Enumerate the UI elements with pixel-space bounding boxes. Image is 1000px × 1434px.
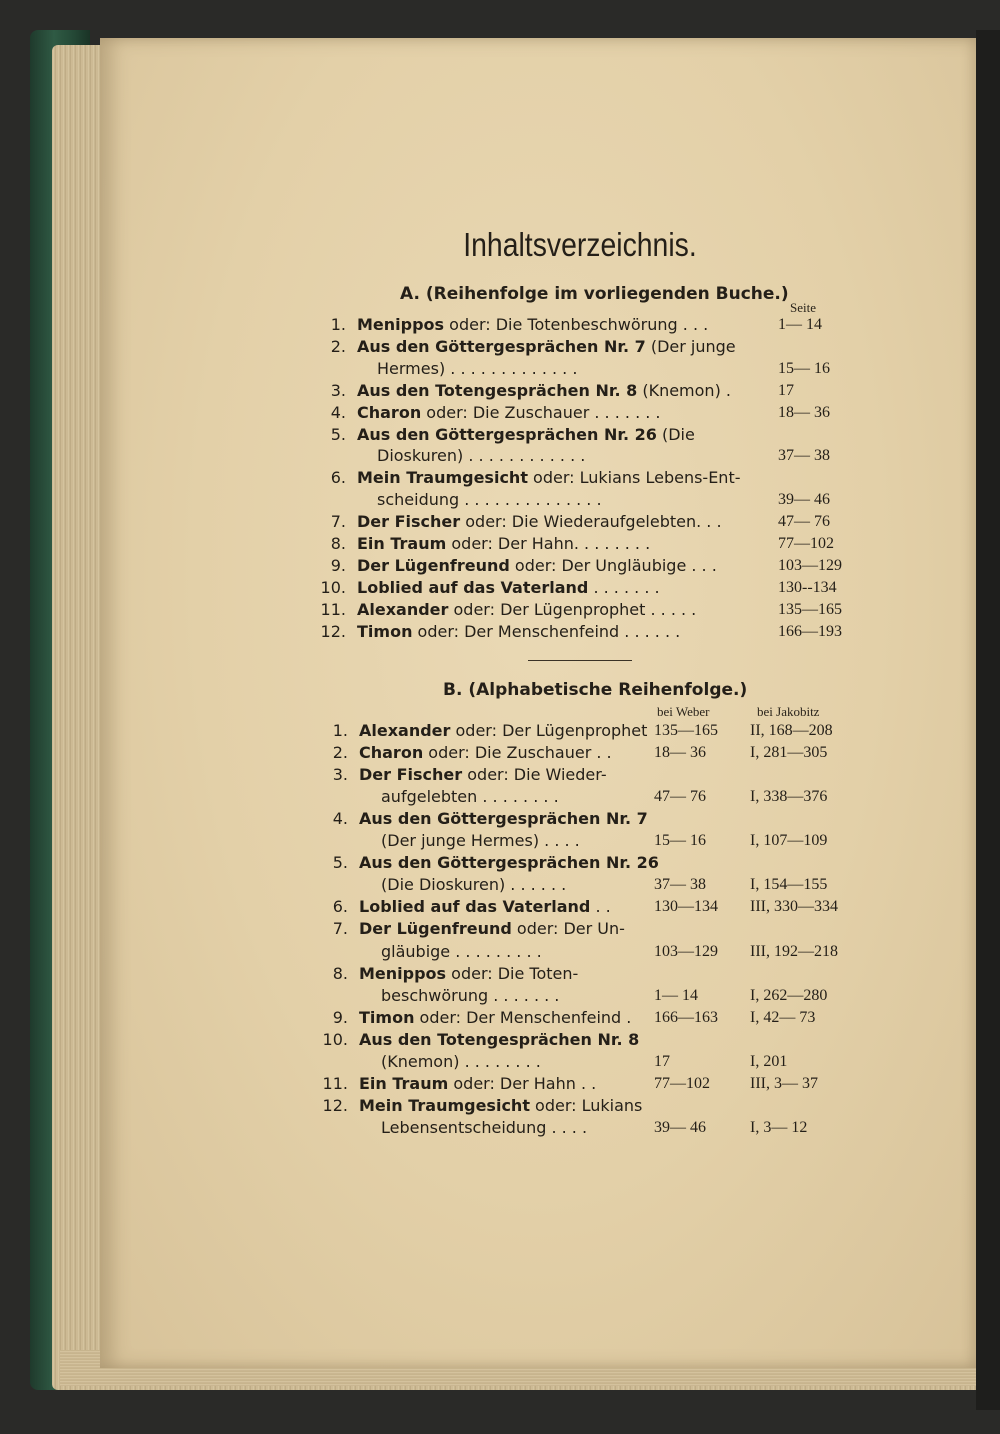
entry-text: Lebensentscheidung . . . . xyxy=(381,1117,588,1137)
entry-number: 6. xyxy=(330,468,346,488)
entry-weber-pages: 135—165 xyxy=(654,722,718,739)
entry-line xyxy=(359,721,647,741)
entry-weber-pages: 37— 38 xyxy=(654,876,706,894)
entry-text: oder: Lukians Lebens-Ent- xyxy=(527,468,741,488)
entry-number: 12. xyxy=(322,1095,348,1115)
entry-text: aufgelebten . . . . . . . . xyxy=(381,787,559,807)
entry-text: oder: Der Ungläubige . . . xyxy=(509,555,717,575)
entry-title-bold: Aus den Göttergesprächen Nr. 26 xyxy=(357,424,657,444)
entry-text: (Die xyxy=(656,424,695,444)
entry-number: 1. xyxy=(330,315,346,334)
entry-weber-pages: 77—102 xyxy=(654,1074,710,1092)
entry-weber-pages: 17 xyxy=(654,1052,670,1070)
entry-line xyxy=(357,600,696,620)
entry-weber-pages: 15— 16 xyxy=(654,832,706,850)
entry-text: Dioskuren) . . . . . . . . . . . . xyxy=(377,446,586,466)
entry-line xyxy=(357,556,717,576)
entry-text: oder: Die Zuschauer . . . . . . . xyxy=(421,402,661,422)
entry-title-bold: Mein Traumgesicht xyxy=(357,468,528,488)
entry-weber-pages: 130—134 xyxy=(654,898,718,916)
entry-title-bold: Ein Traum xyxy=(359,1073,449,1093)
entry-line xyxy=(381,831,580,851)
entry-text: oder: Der Menschenfeind . xyxy=(414,1007,632,1027)
entry-line xyxy=(357,622,680,642)
entry-line xyxy=(357,403,661,423)
entry-number: 2. xyxy=(332,743,348,763)
entry-text: oder: Die Zuschauer . . xyxy=(423,743,612,763)
entry-title-bold: Aus den Totengesprächen Nr. 8 xyxy=(359,1029,640,1049)
entry-text: . . xyxy=(590,897,611,917)
entry-number: 8. xyxy=(332,963,348,983)
entry-number: 8. xyxy=(330,534,346,553)
entry-line xyxy=(359,964,578,984)
entry-jakobitz-pages: II, 168—208 xyxy=(750,722,833,739)
entry-title-bold: Timon xyxy=(357,621,413,641)
entry-text: (Die Dioskuren) . . . . . . xyxy=(381,875,567,895)
entry-jakobitz-pages: III, 330—334 xyxy=(750,898,838,916)
entry-line xyxy=(359,853,659,873)
entry-text: oder: Der Un- xyxy=(511,919,625,939)
entry-line xyxy=(357,512,722,532)
entry-weber-pages: 47— 76 xyxy=(654,788,706,806)
entry-line xyxy=(381,875,566,895)
entry-number: 7. xyxy=(330,512,346,532)
entry-number: 11. xyxy=(322,1073,348,1093)
entry-text: oder: Die Totenbeschwörung . . . xyxy=(444,315,709,334)
entry-line xyxy=(359,765,607,785)
entry-line xyxy=(359,1030,639,1050)
entry-title-bold: Alexander xyxy=(359,721,451,740)
entry-title-bold: Aus den Göttergesprächen Nr. 7 xyxy=(359,809,648,829)
section-a-column-label: Seite xyxy=(790,300,816,315)
entry-page-range: 77—102 xyxy=(778,535,834,552)
entry-jakobitz-pages: I, 107—109 xyxy=(750,832,828,850)
entry-line xyxy=(359,1008,631,1028)
entry-line xyxy=(357,534,650,554)
entry-text: oder: Lukians xyxy=(529,1095,643,1115)
entry-title-bold: Der Lügenfreund xyxy=(359,919,512,939)
entry-number: 3. xyxy=(330,380,346,400)
page-title: Inhaltsverzeichnis. xyxy=(463,226,697,263)
entry-jakobitz-pages: I, 262—280 xyxy=(750,986,828,1004)
entry-weber-pages: 166—163 xyxy=(654,1008,718,1026)
section-divider xyxy=(528,660,632,661)
entry-line xyxy=(359,809,648,829)
entry-line xyxy=(357,578,660,598)
entry-line xyxy=(359,1074,596,1094)
entry-title-bold: Der Fischer xyxy=(359,765,463,785)
entry-page-range: 1— 14 xyxy=(778,316,822,333)
entry-title-bold: Aus den Totengesprächen Nr. 8 xyxy=(357,380,638,400)
entry-line xyxy=(381,986,559,1006)
entry-page-range: 166—193 xyxy=(778,622,842,640)
entry-number: 9. xyxy=(332,1007,348,1027)
entry-line xyxy=(357,381,731,401)
entry-line xyxy=(381,1118,587,1138)
entry-line xyxy=(381,787,559,807)
entry-page-range: 135—165 xyxy=(778,600,842,618)
entry-title-bold: Loblied auf das Vaterland xyxy=(359,897,591,917)
entry-number: 5. xyxy=(332,853,348,873)
entry-text: oder: Der Lügenprophet xyxy=(450,721,648,740)
entry-text: Hermes) . . . . . . . . . . . . . xyxy=(377,358,578,378)
entry-title-bold: Der Lügenfreund xyxy=(357,555,510,575)
entry-text: oder: Der Menschenfeind . . . . . . xyxy=(412,621,681,641)
entry-line xyxy=(357,315,708,335)
entry-page-range: 37— 38 xyxy=(778,447,830,465)
entry-line xyxy=(359,743,612,763)
entry-page-range: 39— 46 xyxy=(778,491,830,509)
entry-jakobitz-pages: III, 192—218 xyxy=(750,942,838,960)
entry-title-bold: Der Fischer xyxy=(357,512,461,532)
entry-number: 4. xyxy=(332,809,348,829)
entry-page-range: 17 xyxy=(778,381,794,399)
entry-title-bold: Aus den Göttergesprächen Nr. 7 xyxy=(357,336,646,356)
entry-text: oder: Die Toten- xyxy=(446,963,579,983)
entry-line xyxy=(377,359,577,379)
entry-title-bold: Aus den Göttergesprächen Nr. 26 xyxy=(359,853,659,873)
entry-line xyxy=(377,446,585,466)
entry-title-bold: Menippos xyxy=(359,963,447,983)
entry-text: oder: Der Hahn. . . . . . . . xyxy=(446,534,651,553)
entry-title-bold: Charon xyxy=(359,743,424,763)
entry-text: oder: Die Wiederaufgelebten. . . xyxy=(460,512,722,532)
entry-line xyxy=(359,897,611,917)
entry-line xyxy=(381,942,542,962)
entry-page-range: 130--134 xyxy=(778,578,837,596)
entry-page-range: 47— 76 xyxy=(778,513,830,531)
entry-text: (Knemon) . . . . . . . . xyxy=(381,1051,541,1071)
entry-number: 3. xyxy=(332,765,348,785)
entry-weber-pages: 103—129 xyxy=(654,942,718,960)
entry-jakobitz-pages: III, 3— 37 xyxy=(750,1074,818,1092)
section-a-heading: A. (Reihenfolge im vorliegenden Buche.) xyxy=(400,284,789,304)
entry-line xyxy=(377,490,602,510)
entry-title-bold: Ein Traum xyxy=(357,534,447,553)
entry-jakobitz-pages: I, 281—305 xyxy=(750,744,828,762)
entry-title-bold: Charon xyxy=(357,402,422,422)
entry-title-bold: Loblied auf das Vaterland xyxy=(357,577,589,597)
entry-jakobitz-pages: I, 201 xyxy=(750,1052,788,1070)
entry-jakobitz-pages: I, 338—376 xyxy=(750,788,828,806)
section-b-heading: B. (Alphabetische Reihenfolge.) xyxy=(443,680,748,700)
entry-number: 11. xyxy=(320,599,346,619)
entry-text: beschwörung . . . . . . . xyxy=(381,985,560,1005)
section-b-column-weber: bei Weber xyxy=(657,704,710,719)
entry-number: 5. xyxy=(330,424,346,444)
entry-title-bold: Mein Traumgesicht xyxy=(359,1095,530,1115)
entry-title-bold: Timon xyxy=(359,1007,415,1027)
entry-number: 10. xyxy=(322,1029,348,1049)
entry-line xyxy=(359,919,625,939)
entry-title-bold: Alexander xyxy=(357,599,449,619)
entry-number: 9. xyxy=(330,555,346,575)
entry-text: (Knemon) . xyxy=(637,380,731,400)
entry-text: oder: Der Lügenprophet . . . . . xyxy=(448,599,697,619)
entry-text: scheidung . . . . . . . . . . . . . . xyxy=(377,490,602,510)
entry-number: 2. xyxy=(330,336,346,356)
entry-text: (Der junge xyxy=(645,336,736,356)
entry-number: 10. xyxy=(320,577,346,597)
entry-weber-pages: 39— 46 xyxy=(654,1118,706,1136)
entry-line xyxy=(381,1052,541,1072)
entry-number: 1. xyxy=(332,721,348,740)
entry-line xyxy=(357,337,736,357)
entry-line xyxy=(357,425,695,445)
entry-weber-pages: 18— 36 xyxy=(654,744,706,762)
entry-page-range: 15— 16 xyxy=(778,359,830,377)
entry-jakobitz-pages: I, 154—155 xyxy=(750,876,828,894)
section-b-column-jakobitz: bei Jakobitz xyxy=(757,704,820,719)
entry-jakobitz-pages: I, 42— 73 xyxy=(750,1008,816,1026)
entry-jakobitz-pages: I, 3— 12 xyxy=(750,1118,808,1136)
entry-number: 6. xyxy=(332,897,348,917)
entry-text: (Der junge Hermes) . . . . xyxy=(381,831,580,851)
entry-line xyxy=(357,468,741,488)
entry-text: oder: Der Hahn . . xyxy=(448,1073,597,1093)
entry-text: oder: Die Wieder- xyxy=(462,765,607,785)
entry-number: 12. xyxy=(320,621,346,641)
entry-page-range: 18— 36 xyxy=(778,403,830,421)
entry-number: 7. xyxy=(332,919,348,939)
entry-text: gläubige . . . . . . . . . xyxy=(381,941,542,961)
entry-page-range: 103—129 xyxy=(778,556,842,574)
entry-title-bold: Menippos xyxy=(357,315,445,334)
entry-number: 4. xyxy=(330,402,346,422)
entry-line xyxy=(359,1096,642,1116)
entry-text: . . . . . . . xyxy=(588,577,660,597)
entry-weber-pages: 1— 14 xyxy=(654,986,698,1004)
